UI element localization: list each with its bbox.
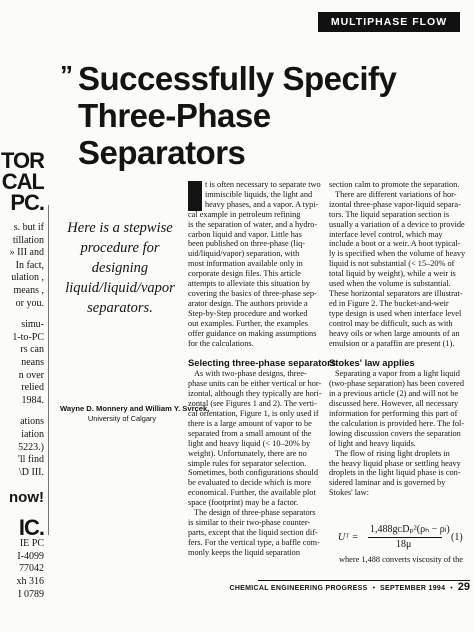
stokes-equation: [334, 524, 464, 550]
body-column-2: [329, 180, 466, 498]
body-line: cal example in petroleum refining: [188, 209, 301, 219]
fragment-line: I 0789: [18, 588, 44, 600]
section-heading: Selecting three-phase separators: [188, 357, 336, 369]
fragment-line: relied: [21, 382, 44, 394]
body-line: space (footprint) may be a factor.: [188, 498, 299, 508]
body-line: The design of three-phase separators: [194, 508, 316, 518]
body-line: control may be difficult, such as with: [329, 318, 453, 328]
body-line: monly keeps the liquid separation: [188, 547, 300, 557]
fragment-line: iation: [21, 428, 44, 440]
deck-line: separators.: [87, 300, 153, 316]
body-line: Sometimes, both configurations should: [188, 468, 318, 478]
fragment-line: n over: [18, 369, 44, 381]
deck-line: procedure for: [80, 240, 160, 256]
body-line: section calm to promote the separation.: [329, 180, 460, 189]
column-divider: [48, 205, 49, 535]
body-line: Separating a vapor from a light liquid: [335, 369, 460, 379]
body-line: information for performing this part of: [329, 409, 458, 419]
body-line: heavy oils or when large amounts of an: [329, 328, 460, 338]
fragment-line: 5223.): [18, 441, 44, 453]
equation-number: (1): [451, 532, 463, 543]
body-line: izontal three-phase vapor-liquid separa-: [329, 199, 461, 209]
article-headline: [78, 60, 468, 171]
fragment-line: ulation ,: [11, 272, 44, 284]
fragment-line: 1984.: [21, 394, 44, 406]
footer-bullet: •: [450, 585, 453, 592]
fraction-bar: [368, 537, 442, 538]
fragment-line: » III and: [9, 247, 44, 259]
fragment-heading: IC.: [18, 515, 44, 541]
footer-bullet: •: [372, 585, 376, 592]
body-line: usually a variation of a device to provide: [329, 219, 465, 229]
body-line: attempts to alleviate this situation by: [188, 279, 310, 289]
body-line: offer guidance on making assumptions: [188, 328, 317, 338]
section-heading: Stokes' law applies: [329, 357, 415, 369]
body-line: there is a large amount of vapor to be: [188, 418, 312, 428]
author-names: Wayne D. Monnery and William Y. Svrcek,: [60, 404, 210, 413]
body-line: of light and heavy liquids.: [329, 438, 416, 448]
body-line: is the separation of water, and a hydro-: [188, 219, 318, 229]
headline-line: Successfully Specify: [78, 60, 397, 97]
body-line: type design is used when interface level: [329, 308, 462, 318]
deck-line: liquid/liquid/vapor: [65, 280, 175, 296]
body-line: tors. The liquid separation section is: [329, 209, 450, 219]
fragment-subheading: now!: [9, 489, 44, 507]
body-line: t is often necessary to separate two: [205, 180, 321, 189]
body-line: The flow of rising light droplets in: [335, 448, 450, 458]
fragment-line: tillation: [12, 234, 44, 246]
body-line: discussed here. However, all necessary: [329, 399, 459, 409]
body-line: Step-by-Step procedure and worked: [188, 308, 308, 318]
headline-line: Three-Phase: [78, 97, 271, 134]
body-line: heavy phases, and a vapor. A typi-: [205, 199, 319, 209]
section-banner: MULTIPHASE FLOW: [318, 12, 460, 32]
body-line: light and heavy liquid (< 10–20% by: [188, 438, 311, 448]
body-line: arator design. The authors provide a: [188, 298, 308, 308]
fragment-line: \D III.: [19, 466, 44, 478]
fragment-line: 1-to-PC: [12, 331, 44, 343]
body-line: be evaluated to decide which is more: [188, 478, 312, 488]
body-line: the heavy liquid phase or settling heavy: [329, 458, 461, 468]
fragment-line: rs can: [20, 344, 44, 356]
fragment-line: 77042: [19, 563, 44, 575]
body-line: fers. For the vertical type, a baffle com-: [188, 537, 320, 547]
fragment-heading: PC.: [10, 190, 44, 215]
fragment-line: I-4099: [17, 550, 44, 562]
fragment-line: In fact,: [15, 259, 44, 271]
body-line: immiscible liquids, the light and: [205, 189, 313, 199]
body-line: As with two-phase designs, three-: [194, 369, 307, 379]
body-line: There are different variations of hor-: [335, 189, 457, 199]
author-affiliation: University of Calgary: [87, 414, 157, 423]
body-line: phase units can be either vertical or hor-: [188, 379, 322, 389]
body-line: liquid is not substantial (< 15–20% of: [329, 259, 455, 269]
body-line: separated from a small amount of the: [188, 428, 312, 438]
body-line: covering the basics of three-phase sep-: [188, 288, 317, 298]
fragment-line: or you.: [15, 297, 44, 309]
body-line: used when the volume is substantial.: [329, 279, 451, 289]
byline: [60, 404, 210, 424]
page-number: 29: [457, 581, 470, 593]
equation-lhs: Uᵀ =: [338, 532, 359, 543]
body-line: lowing discussion covers the separation: [329, 428, 461, 438]
body-line: weight). Unfortunately, there are no: [188, 448, 307, 458]
body-line: These horizontal separators are illustrat-: [329, 288, 463, 298]
fragment-line: simu-: [21, 319, 44, 331]
body-line: emulsion or a paraffin are present (1).: [329, 338, 455, 348]
body-line: carbon liquid and vapor. Little has: [188, 229, 302, 239]
fragment-heading: CAL: [1, 169, 44, 194]
fragment-line: s. but if: [13, 222, 44, 233]
article-deck: [60, 218, 180, 318]
body-line: droplets in the light liquid phase is con-: [329, 468, 461, 478]
body-line: izontal, although they typically are hori-: [188, 389, 322, 399]
body-line: been published on three-phase (liq-: [188, 239, 306, 249]
fragment-line: ations: [20, 416, 44, 428]
body-line: out examples. Further, the examples: [188, 318, 308, 328]
fragment-heading: TOR: [0, 150, 44, 173]
body-line: in a previous article (2) and will not be: [329, 389, 459, 399]
body-line: cal orientation, Figure 1, is only used if: [188, 409, 319, 419]
page-footer: [229, 581, 470, 593]
body-column-1: [188, 180, 336, 558]
body-line: parts, except that the liquid section dif-: [188, 527, 318, 537]
fragment-line: 'll find: [18, 454, 44, 466]
deck-line: Here is a stepwise: [67, 220, 173, 236]
body-line: the calculation is provided here. The fol-: [329, 418, 465, 428]
body-line: most information available only in: [188, 259, 303, 269]
body-line: zontal (see Figures 1 and 2). The verti-: [188, 399, 317, 409]
deck-line: designing: [91, 260, 149, 276]
fragment-line: neans: [21, 356, 44, 368]
body-line: economical. Further, the available plot: [188, 488, 316, 498]
body-line: where 1,488 converts viscosity of the: [339, 555, 463, 564]
footer-journal: CHEMICAL ENGINEERING PROGRESS: [229, 585, 368, 592]
body-line: total liquid by weight), while a weir is: [329, 269, 456, 279]
headline-line: Separators: [78, 134, 246, 171]
fragment-line: IE PC: [19, 538, 44, 550]
body-line: include a boot or a weir. A boot typical-: [329, 239, 461, 249]
fragment-line: xh 316: [16, 576, 44, 588]
body-line: simple rules for separator selection.: [188, 458, 307, 468]
body-line: Stokes' law:: [329, 488, 369, 498]
body-line: (two-phase separation) has been covered: [329, 379, 464, 389]
body-line: corporate design files. This article: [188, 269, 301, 279]
equation-denominator: 18μ: [396, 539, 412, 550]
fragment-line: means ,: [13, 284, 44, 296]
headline-lead-mark: ”: [60, 60, 73, 90]
equation-numerator: 1,488gᴄDₚ²(ρₕ − ρₗ): [370, 524, 450, 535]
body-line: for the calculations.: [188, 338, 254, 348]
body-line: ed in Figure 2. The bucket-and-weir: [329, 298, 449, 308]
body-line: uid/liquid/vapor) separation, with: [188, 249, 300, 259]
body-line: is similar to their two-phase counter-: [188, 518, 311, 527]
previous-article-fragment: [0, 150, 44, 601]
body-line: sidered laminar and is governed by: [329, 478, 446, 488]
body-line: ly is specified when the volume of heavy: [329, 249, 466, 259]
footer-date: SEPTEMBER 1994: [380, 585, 446, 592]
body-line: interface level control, which may: [329, 229, 443, 239]
